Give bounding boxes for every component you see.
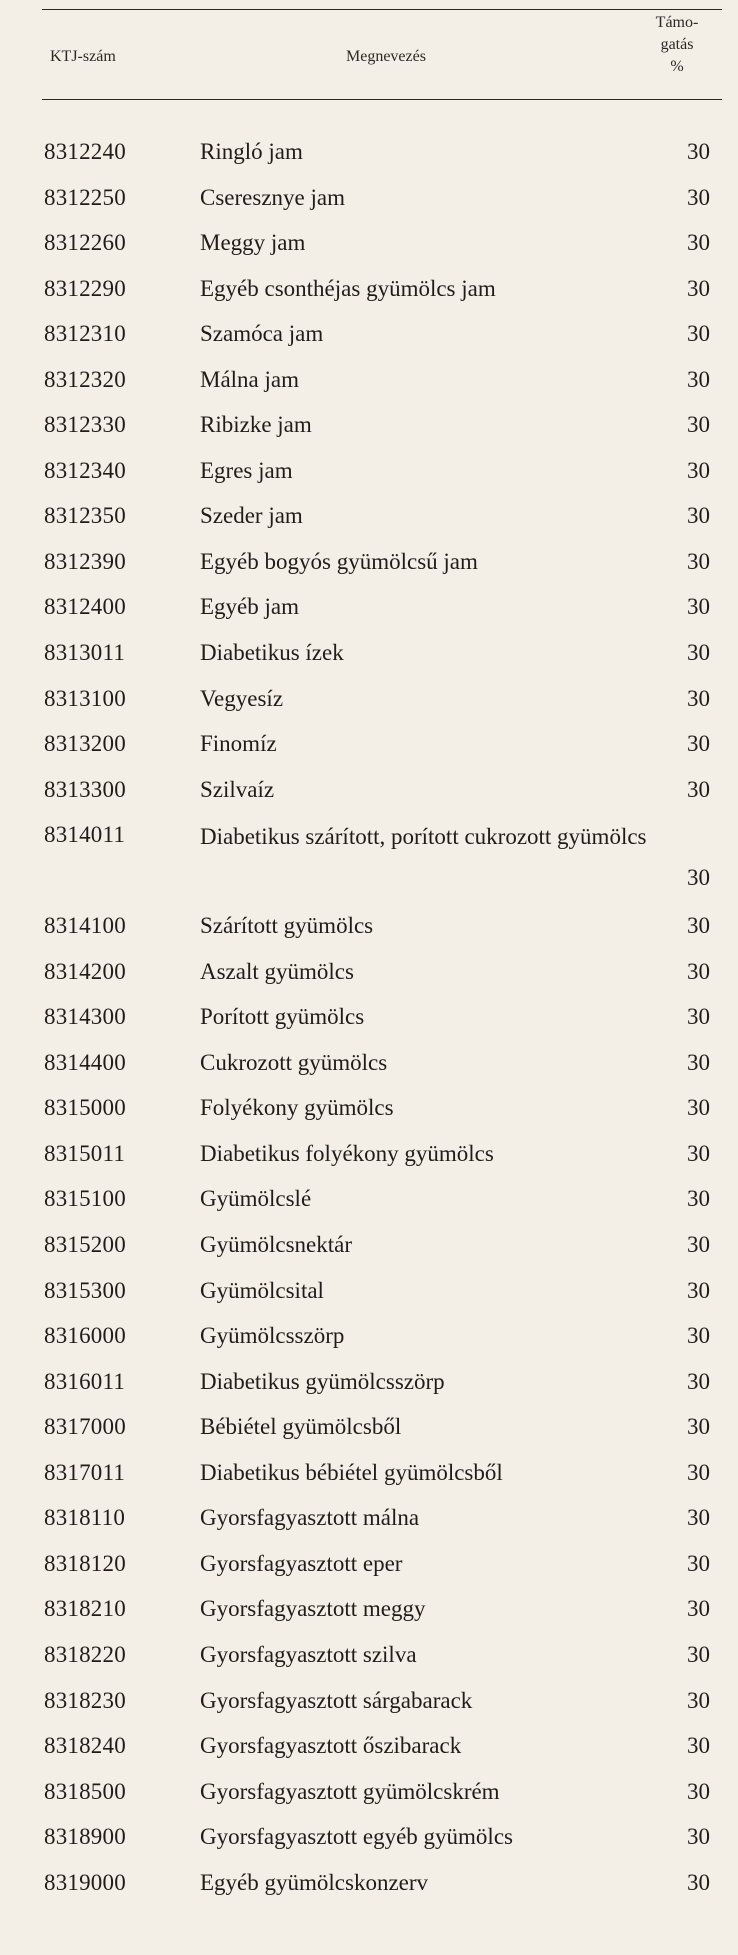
table-row [0,685,738,731]
row-name: Bébiétel gyümölcsből [200,1414,402,1440]
table-row [0,1140,738,1186]
row-percent: 30 [687,503,710,529]
row-percent: 30 [687,1824,710,1850]
row-percent: 30 [687,1733,710,1759]
table-row [0,730,738,776]
row-code: 8312320 [44,366,126,392]
table-row [0,411,738,457]
row-percent: 30 [687,865,710,891]
table-row [0,1550,738,1596]
row-percent: 30 [687,366,710,392]
row-percent: 30 [687,457,710,483]
table-row [0,1687,738,1733]
row-code: 8312240 [44,139,126,164]
table-row [0,1459,738,1505]
row-code: 8318230 [44,1687,126,1713]
row-percent: 30 [687,139,710,164]
row-percent: 30 [687,321,710,347]
row-percent: 30 [687,731,710,757]
row-code: 8312350 [44,503,126,529]
row-code: 8318500 [44,1778,126,1804]
table-row [0,821,738,912]
table-row [0,1185,738,1231]
table-row [0,958,738,1004]
row-percent: 30 [687,776,710,802]
row-percent: 30 [687,1095,710,1121]
row-name: Málna jam [200,366,299,392]
row-percent: 30 [687,1505,710,1531]
table-row [0,1049,738,1095]
row-code: 8312390 [44,548,126,574]
row-percent: 30 [687,412,710,438]
row-name: Gyorsfagyasztott szilva [200,1641,417,1667]
row-code: 8314100 [44,913,126,939]
table-header [0,12,738,98]
row-name: Gyorsfagyasztott őszibarack [200,1733,462,1759]
row-name: Meggy jam [200,230,306,256]
row-code: 8312400 [44,594,126,620]
row-name: Gyümölcslé [200,1186,312,1212]
row-percent: 30 [687,1869,710,1895]
table-row [0,1322,738,1368]
row-name: Gyorsfagyasztott eper [200,1550,403,1576]
table-body [0,138,738,1914]
table-row [0,1413,738,1459]
row-code: 8318210 [44,1596,126,1622]
row-name: Egres jam [200,457,293,483]
row-code: 8314400 [44,1049,126,1075]
row-percent: 30 [687,1140,710,1166]
row-name: Gyorsfagyasztott gyümölcskrém [200,1778,500,1804]
row-percent: 30 [687,1368,710,1394]
row-percent: 30 [687,1459,710,1485]
row-percent: 30 [687,1049,710,1075]
row-name: Diabetikus gyümölcsszörp [200,1368,445,1394]
row-name: Gyorsfagyasztott málna [200,1505,420,1531]
row-percent: 30 [687,1232,710,1258]
table-row [0,1869,738,1915]
table-row [0,776,738,822]
row-name: Aszalt gyümölcs [200,958,354,984]
row-code: 8312260 [44,230,126,256]
row-name: Ribizke jam [200,412,312,438]
row-code: 8312290 [44,275,126,301]
row-code: 8318120 [44,1550,126,1576]
row-code: 8312310 [44,321,126,347]
row-code: 8315100 [44,1186,126,1212]
column-header-code: KTJ-szám [50,48,116,65]
row-percent: 30 [687,275,710,301]
row-name: Diabetikus szárított, porított cukrozott gyümölcs [200,824,647,850]
row-percent: 30 [687,1186,710,1212]
row-name: Ringló jam [200,139,303,164]
table-row [0,912,738,958]
row-percent: 30 [687,1277,710,1303]
row-code: 8312340 [44,457,126,483]
table-row [0,502,738,548]
table-row [0,1823,738,1869]
row-name: Finomíz [200,731,277,757]
row-code: 8318220 [44,1641,126,1667]
top-rule [42,9,722,10]
row-code: 8317000 [44,1414,126,1440]
row-code: 8316000 [44,1323,126,1349]
row-code: 8317011 [44,1459,126,1485]
table-row [0,275,738,321]
table-row [0,320,738,366]
row-code: 8313300 [44,776,126,802]
row-name: Diabetikus folyékony gyümölcs [200,1140,494,1166]
row-percent: 30 [687,594,710,620]
row-name: Szamóca jam [200,321,324,347]
row-percent: 30 [687,958,710,984]
row-name: Porított gyümölcs [200,1004,365,1030]
table-row [0,138,738,184]
row-percent: 30 [687,913,710,939]
row-code: 8318240 [44,1733,126,1759]
percent-header-line2: gatás [660,36,694,53]
row-name: Gyümölcsszörp [200,1323,345,1349]
table-row [0,639,738,685]
row-name: Egyéb gyümölcskonzerv [200,1869,429,1895]
table-row [0,184,738,230]
table-row [0,1003,738,1049]
row-name: Szárított gyümölcs [200,913,374,939]
row-percent: 30 [687,184,710,210]
percent-header-line1: Támo- [655,14,699,31]
row-name: Diabetikus ízek [200,640,344,666]
row-percent: 30 [687,640,710,666]
percent-header-line3: % [670,58,684,75]
row-name: Cukrozott gyümölcs [200,1049,388,1075]
row-code: 8313200 [44,731,126,757]
table-row [0,1641,738,1687]
row-code: 8313011 [44,640,126,666]
row-name: Cseresznye jam [200,184,345,210]
row-name: Egyéb bogyós gyümölcsű jam [200,548,478,574]
row-code: 8318900 [44,1824,126,1850]
table-row [0,1094,738,1140]
row-code: 8315000 [44,1095,126,1121]
row-code: 8315200 [44,1232,126,1258]
table-row [0,229,738,275]
table-row [0,1277,738,1323]
row-percent: 30 [687,1323,710,1349]
row-code: 8316011 [44,1368,126,1394]
table-row [0,457,738,503]
row-name: Egyéb csonthéjas gyümölcs jam [200,275,496,301]
row-code: 8314011 [44,822,126,848]
row-percent: 30 [687,230,710,256]
table-row [0,1504,738,1550]
row-code: 8312250 [44,184,126,210]
row-code: 8315300 [44,1277,126,1303]
row-code: 8312330 [44,412,126,438]
table-row [0,548,738,594]
row-name: Szeder jam [200,503,303,529]
table-row [0,366,738,412]
row-code: 8313100 [44,685,126,711]
header-rule [42,99,722,100]
row-code: 8315011 [44,1140,126,1166]
row-code: 8314300 [44,1004,126,1030]
table-row [0,1595,738,1641]
row-code: 8318110 [44,1505,126,1531]
row-name: Vegyesíz [200,685,284,711]
row-name: Egyéb jam [200,594,299,620]
table-row [0,1231,738,1277]
row-name: Gyorsfagyasztott meggy [200,1596,426,1622]
table-row [0,593,738,639]
row-percent: 30 [687,1641,710,1667]
row-percent: 30 [687,1414,710,1440]
row-percent: 30 [687,1596,710,1622]
row-code: 8314200 [44,958,126,984]
table-row [0,1732,738,1778]
row-code: 8319000 [44,1869,126,1895]
row-name: Szilvaíz [200,776,275,802]
row-percent: 30 [687,685,710,711]
column-header-percent [645,12,709,78]
column-header-name: Megnevezés [346,48,426,65]
row-percent: 30 [687,1687,710,1713]
row-name: Diabetikus bébiétel gyümölcsből [200,1459,503,1485]
row-name: Gyorsfagyasztott sárgabarack [200,1687,473,1713]
row-name: Folyékony gyümölcs [200,1095,394,1121]
row-name: Gyümölcsital [200,1277,324,1303]
row-percent: 30 [687,1004,710,1030]
row-percent: 30 [687,548,710,574]
row-name: Gyümölcsnektár [200,1232,353,1258]
row-percent: 30 [687,1778,710,1804]
row-name: Gyorsfagyasztott egyéb gyümölcs [200,1824,513,1850]
row-percent: 30 [687,1550,710,1576]
table-row [0,1368,738,1414]
table-row [0,1778,738,1824]
